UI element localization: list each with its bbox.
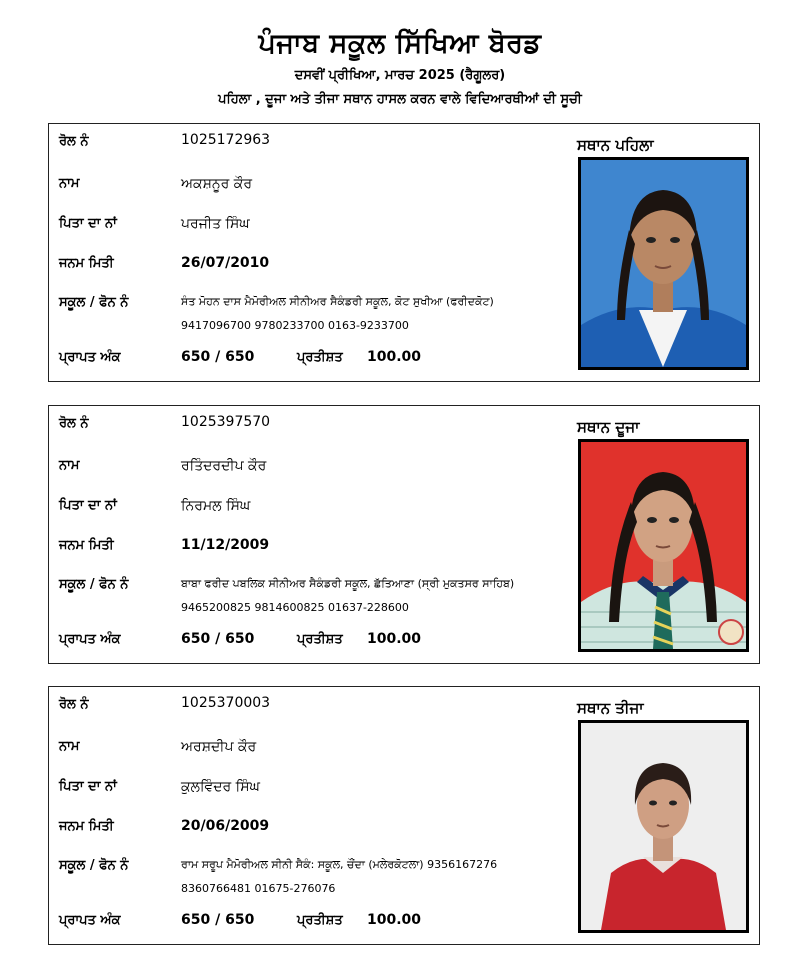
name-value: ਅਰਸ਼ਦੀਪ ਕੌਰ — [181, 739, 257, 755]
marks-value: 650 / 650 — [181, 912, 255, 928]
percentage-value: 100.00 — [367, 912, 422, 928]
student-photo — [578, 720, 749, 933]
board-title: ਪੰਜਾਬ ਸਕੂਲ ਸਿੱਖਿਆ ਬੋਰਡ — [258, 28, 542, 59]
name-label: ਨਾਮ — [59, 739, 80, 754]
father-name-label: ਪਿਤਾ ਦਾ ਨਾਂ — [59, 498, 117, 513]
student-card-first — [48, 123, 760, 382]
phones-value: 8360766481 01675-276076 — [181, 882, 336, 895]
percentage-label: ਪ੍ਰਤੀਸ਼ਤ — [297, 632, 343, 647]
dob-label: ਜਨਮ ਮਿਤੀ — [59, 819, 114, 834]
father-name-value: ਨਿਰਮਲ ਸਿੰਘ — [181, 498, 251, 514]
phones-value: 9417096700 9780233700 0163-9233700 — [181, 319, 409, 332]
father-name-value: ਪਰਜੀਤ ਸਿੰਘ — [181, 216, 250, 232]
school-phone-label: ਸਕੂਲ / ਫੋਨ ਨੰ — [59, 858, 129, 873]
roll-no-value: 1025370003 — [181, 695, 271, 711]
school-phone-label: ਸਕੂਲ / ਫੋਨ ਨੰ — [59, 295, 129, 310]
school-value: ਬਾਬਾ ਫਰੀਦ ਪਬਲਿਕ ਸੀਨੀਅਰ ਸੈਕੰਡਰੀ ਸਕੂਲ, ਛੱਤਿਆਣਾ (ਸ੍ਰੀ ਮੁਕਤਸਰ ਸਾਹਿਬ) — [181, 577, 515, 590]
roll-no-label: ਰੋਲ ਨੰ — [59, 697, 89, 712]
marks-value: 650 / 650 — [181, 631, 255, 647]
rank-label: ਸਥਾਨ ਤੀਜਾ — [577, 699, 644, 717]
father-name-value: ਕੁਲਵਿੰਦਰ ਸਿੰਘ — [181, 779, 260, 795]
percentage-value: 100.00 — [367, 349, 422, 365]
student-card-third — [48, 686, 760, 945]
roll-no-value: 1025172963 — [181, 132, 271, 148]
father-name-label: ਪਿਤਾ ਦਾ ਨਾਂ — [59, 216, 117, 231]
percentage-label: ਪ੍ਰਤੀਸ਼ਤ — [297, 913, 343, 928]
phones-value: 9465200825 9814600825 01637-228600 — [181, 601, 409, 614]
marks-label: ਪ੍ਰਾਪਤ ਅੰਕ — [59, 350, 121, 365]
student-card-second — [48, 405, 760, 664]
roll-no-value: 1025397570 — [181, 414, 271, 430]
marks-label: ਪ੍ਰਾਪਤ ਅੰਕ — [59, 632, 121, 647]
father-name-label: ਪਿਤਾ ਦਾ ਨਾਂ — [59, 779, 117, 794]
list-title: ਪਹਿਲਾ , ਦੂਜਾ ਅਤੇ ਤੀਜਾ ਸਥਾਨ ਹਾਸਲ ਕਰਨ ਵਾਲੇ ਵਿਦਿਆਰਥੀਆਂ ਦੀ ਸੂਚੀ — [218, 92, 582, 107]
rank-label: ਸਥਾਨ ਦੂਜਾ — [577, 418, 640, 436]
name-label: ਨਾਮ — [59, 458, 80, 473]
name-value: ਅਕਸ਼ਨੂਰ ਕੌਰ — [181, 176, 253, 192]
school-value: ਰਾਮ ਸਰੂਪ ਮੈਮੋਰੀਅਲ ਸੀਨੀ ਸੈਕੰ: ਸਕੂਲ, ਚੌਂਦਾ (ਮਲੇਰਕੋਟਲਾ) 9356167276 — [181, 858, 498, 871]
student-photo — [578, 439, 749, 652]
rank-label: ਸਥਾਨ ਪਹਿਲਾ — [577, 136, 654, 154]
roll-no-label: ਰੋਲ ਨੰ — [59, 134, 89, 149]
school-value: ਸੰਤ ਮੋਹਨ ਦਾਸ ਮੈਮੋਰੀਅਲ ਸੀਨੀਅਰ ਸੈਕੰਡਰੀ ਸਕੂਲ, ਕੋਟ ਸੁਖੀਆ (ਫਰੀਦਕੋਟ) — [181, 295, 494, 308]
school-phone-label: ਸਕੂਲ / ਫੋਨ ਨੰ — [59, 577, 129, 592]
student-photo — [578, 157, 749, 370]
marks-value: 650 / 650 — [181, 349, 255, 365]
percentage-value: 100.00 — [367, 631, 422, 647]
name-label: ਨਾਮ — [59, 176, 80, 191]
name-value: ਰਤਿੰਦਰਦੀਪ ਕੌਰ — [181, 458, 267, 474]
marks-label: ਪ੍ਰਾਪਤ ਅੰਕ — [59, 913, 121, 928]
roll-no-label: ਰੋਲ ਨੰ — [59, 416, 89, 431]
dob-value: 20/06/2009 — [181, 818, 270, 834]
exam-line: ਦਸਵੀਂ ਪ੍ਰੀਖਿਆ, ਮਾਰਚ 2025 (ਰੈਗੂਲਰ) — [294, 68, 506, 83]
dob-label: ਜਨਮ ਮਿਤੀ — [59, 256, 114, 271]
dob-value: 26/07/2010 — [181, 255, 270, 271]
dob-value: 11/12/2009 — [181, 537, 270, 553]
percentage-label: ਪ੍ਰਤੀਸ਼ਤ — [297, 350, 343, 365]
dob-label: ਜਨਮ ਮਿਤੀ — [59, 538, 114, 553]
